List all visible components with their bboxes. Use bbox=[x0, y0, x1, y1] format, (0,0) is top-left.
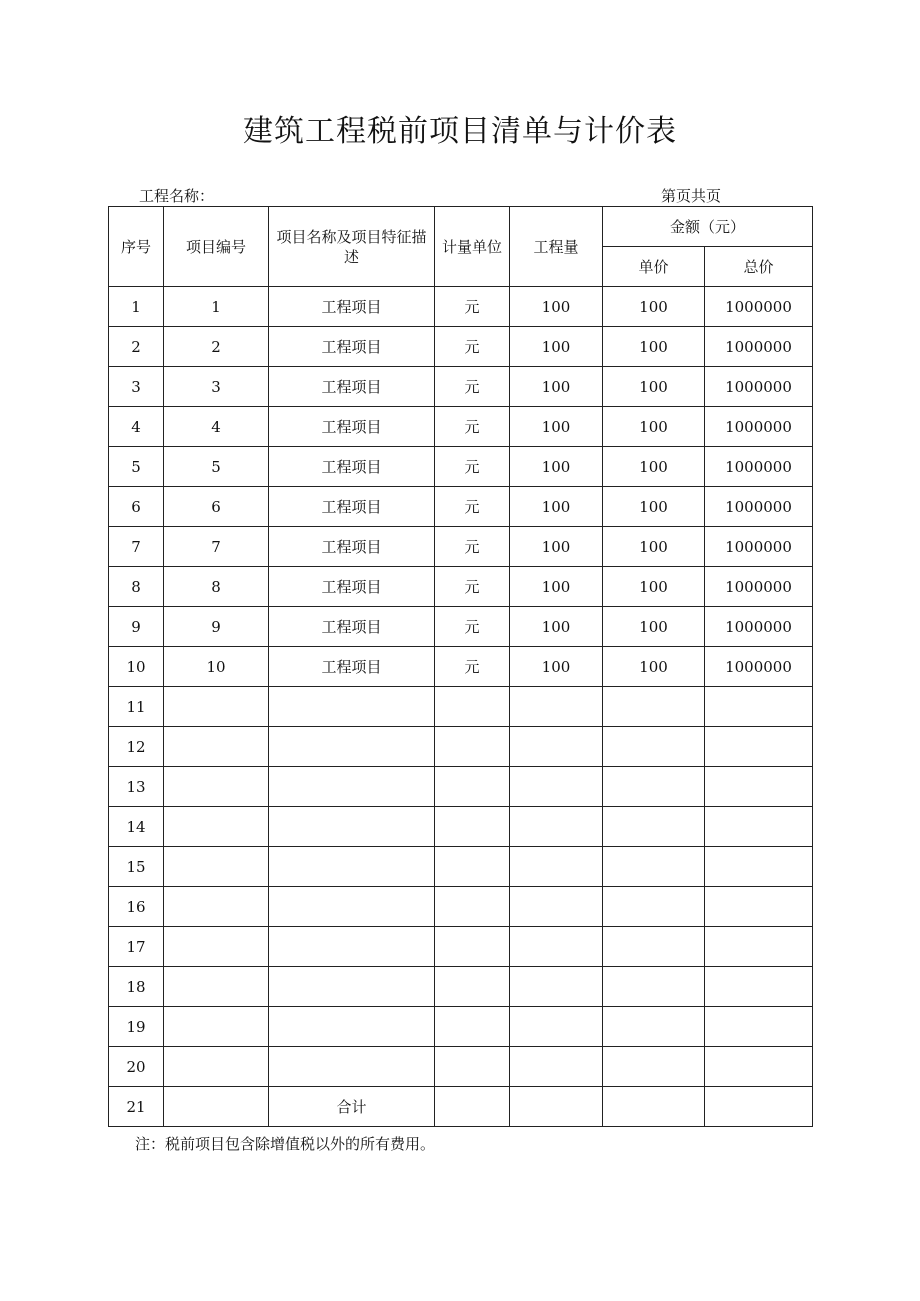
cell-unit-price bbox=[603, 1087, 705, 1127]
cell-seq: 1 bbox=[109, 287, 164, 327]
table-row bbox=[109, 447, 813, 487]
cell-seq: 5 bbox=[109, 447, 164, 487]
cell-qty bbox=[510, 687, 603, 727]
cell-unit: 元 bbox=[435, 447, 510, 487]
cell-unit-price: 100 bbox=[603, 647, 705, 687]
cell-code bbox=[164, 887, 269, 927]
cell-unit-price bbox=[603, 847, 705, 887]
cell-qty bbox=[510, 847, 603, 887]
cell-seq: 12 bbox=[109, 727, 164, 767]
cell-code bbox=[164, 767, 269, 807]
cell-unit-price bbox=[603, 927, 705, 967]
cell-qty bbox=[510, 807, 603, 847]
cell-qty: 100 bbox=[510, 327, 603, 367]
cell-code: 5 bbox=[164, 447, 269, 487]
cell-unit-price bbox=[603, 687, 705, 727]
cell-total-price bbox=[705, 1087, 813, 1127]
cell-unit bbox=[435, 727, 510, 767]
cell-unit: 元 bbox=[435, 607, 510, 647]
cell-desc: 工程项目 bbox=[269, 287, 435, 327]
header-unit: 计量单位 bbox=[435, 207, 510, 287]
cell-desc bbox=[269, 847, 435, 887]
cell-desc: 工程项目 bbox=[269, 327, 435, 367]
cell-desc: 工程项目 bbox=[269, 447, 435, 487]
cell-desc bbox=[269, 1047, 435, 1087]
cell-unit: 元 bbox=[435, 527, 510, 567]
cell-desc: 工程项目 bbox=[269, 407, 435, 447]
cell-seq: 4 bbox=[109, 407, 164, 447]
cell-unit-price bbox=[603, 767, 705, 807]
cell-seq: 20 bbox=[109, 1047, 164, 1087]
table-row bbox=[109, 727, 813, 767]
cell-unit-price: 100 bbox=[603, 287, 705, 327]
footnote: 注：税前项目包含除增值税以外的所有费用。 bbox=[135, 1135, 436, 1153]
cell-qty bbox=[510, 727, 603, 767]
cell-desc: 工程项目 bbox=[269, 647, 435, 687]
pricing-table bbox=[108, 206, 813, 1127]
cell-unit-price: 100 bbox=[603, 567, 705, 607]
cell-total-price bbox=[705, 807, 813, 847]
cell-desc bbox=[269, 727, 435, 767]
cell-seq: 18 bbox=[109, 967, 164, 1007]
table-row bbox=[109, 1087, 813, 1127]
table-row bbox=[109, 807, 813, 847]
cell-total-price bbox=[705, 887, 813, 927]
table-row bbox=[109, 767, 813, 807]
cell-total-price bbox=[705, 927, 813, 967]
cell-code: 10 bbox=[164, 647, 269, 687]
cell-unit bbox=[435, 807, 510, 847]
cell-qty: 100 bbox=[510, 447, 603, 487]
cell-seq: 15 bbox=[109, 847, 164, 887]
cell-code: 8 bbox=[164, 567, 269, 607]
cell-desc bbox=[269, 1007, 435, 1047]
cell-code: 7 bbox=[164, 527, 269, 567]
cell-qty bbox=[510, 767, 603, 807]
cell-code bbox=[164, 1087, 269, 1127]
cell-code bbox=[164, 727, 269, 767]
cell-total-price: 1000000 bbox=[705, 367, 813, 407]
table-row bbox=[109, 567, 813, 607]
cell-desc bbox=[269, 807, 435, 847]
cell-unit-price bbox=[603, 1047, 705, 1087]
cell-unit bbox=[435, 1047, 510, 1087]
cell-total-price bbox=[705, 687, 813, 727]
cell-qty: 100 bbox=[510, 567, 603, 607]
cell-unit: 元 bbox=[435, 367, 510, 407]
table-row bbox=[109, 607, 813, 647]
cell-code bbox=[164, 927, 269, 967]
cell-unit bbox=[435, 1007, 510, 1047]
cell-qty bbox=[510, 1047, 603, 1087]
cell-seq: 17 bbox=[109, 927, 164, 967]
cell-desc bbox=[269, 967, 435, 1007]
cell-seq: 8 bbox=[109, 567, 164, 607]
cell-total-price bbox=[705, 727, 813, 767]
cell-total-price: 1000000 bbox=[705, 567, 813, 607]
cell-unit-price bbox=[603, 807, 705, 847]
cell-qty: 100 bbox=[510, 607, 603, 647]
cell-total-price: 1000000 bbox=[705, 447, 813, 487]
cell-unit-price: 100 bbox=[603, 327, 705, 367]
table-body bbox=[109, 287, 813, 1127]
table-row bbox=[109, 407, 813, 447]
table-row bbox=[109, 367, 813, 407]
cell-unit-price bbox=[603, 967, 705, 1007]
table-row bbox=[109, 687, 813, 727]
cell-unit-price: 100 bbox=[603, 607, 705, 647]
cell-code: 3 bbox=[164, 367, 269, 407]
cell-code: 2 bbox=[164, 327, 269, 367]
cell-code bbox=[164, 1007, 269, 1047]
cell-seq: 11 bbox=[109, 687, 164, 727]
cell-unit bbox=[435, 967, 510, 1007]
cell-total-price bbox=[705, 967, 813, 1007]
cell-desc: 合计 bbox=[269, 1087, 435, 1127]
cell-code bbox=[164, 1047, 269, 1087]
cell-unit: 元 bbox=[435, 407, 510, 447]
table-row bbox=[109, 287, 813, 327]
cell-unit-price: 100 bbox=[603, 487, 705, 527]
header-qty: 工程量 bbox=[510, 207, 603, 287]
cell-qty: 100 bbox=[510, 527, 603, 567]
cell-unit bbox=[435, 767, 510, 807]
cell-unit-price: 100 bbox=[603, 447, 705, 487]
cell-desc bbox=[269, 927, 435, 967]
cell-desc bbox=[269, 687, 435, 727]
cell-unit-price bbox=[603, 887, 705, 927]
table-row bbox=[109, 927, 813, 967]
cell-qty: 100 bbox=[510, 367, 603, 407]
header-total-price: 总价 bbox=[705, 247, 813, 287]
table-row bbox=[109, 1007, 813, 1047]
cell-seq: 6 bbox=[109, 487, 164, 527]
cell-qty: 100 bbox=[510, 407, 603, 447]
cell-total-price: 1000000 bbox=[705, 407, 813, 447]
project-name-label: 工程名称： bbox=[139, 187, 215, 205]
cell-unit: 元 bbox=[435, 327, 510, 367]
cell-total-price: 1000000 bbox=[705, 647, 813, 687]
cell-code bbox=[164, 687, 269, 727]
table-row bbox=[109, 527, 813, 567]
cell-seq: 7 bbox=[109, 527, 164, 567]
header-amount: 金额（元） bbox=[603, 207, 813, 247]
header-seq: 序号 bbox=[109, 207, 164, 287]
cell-desc: 工程项目 bbox=[269, 527, 435, 567]
cell-unit bbox=[435, 887, 510, 927]
cell-total-price: 1000000 bbox=[705, 607, 813, 647]
table-row bbox=[109, 327, 813, 367]
cell-code: 4 bbox=[164, 407, 269, 447]
cell-total-price: 1000000 bbox=[705, 327, 813, 367]
table-row bbox=[109, 647, 813, 687]
table-row bbox=[109, 887, 813, 927]
table-row bbox=[109, 487, 813, 527]
cell-qty bbox=[510, 1007, 603, 1047]
cell-total-price: 1000000 bbox=[705, 527, 813, 567]
table-row bbox=[109, 967, 813, 1007]
header-desc-text: 项目名称及项目特征描述 bbox=[276, 227, 427, 266]
cell-unit-price: 100 bbox=[603, 407, 705, 447]
cell-qty bbox=[510, 967, 603, 1007]
header-unit-price: 单价 bbox=[603, 247, 705, 287]
cell-seq: 3 bbox=[109, 367, 164, 407]
cell-total-price: 1000000 bbox=[705, 287, 813, 327]
header-desc bbox=[269, 207, 435, 287]
cell-seq: 2 bbox=[109, 327, 164, 367]
cell-unit bbox=[435, 687, 510, 727]
cell-desc: 工程项目 bbox=[269, 607, 435, 647]
page-title: 建筑工程税前项目清单与计价表 bbox=[243, 114, 677, 149]
cell-code: 6 bbox=[164, 487, 269, 527]
cell-total-price: 1000000 bbox=[705, 487, 813, 527]
cell-total-price bbox=[705, 1007, 813, 1047]
cell-qty bbox=[510, 1087, 603, 1127]
cell-qty bbox=[510, 927, 603, 967]
cell-seq: 21 bbox=[109, 1087, 164, 1127]
cell-code: 1 bbox=[164, 287, 269, 327]
cell-total-price bbox=[705, 847, 813, 887]
cell-code bbox=[164, 967, 269, 1007]
cell-unit: 元 bbox=[435, 567, 510, 607]
cell-unit: 元 bbox=[435, 647, 510, 687]
cell-unit: 元 bbox=[435, 487, 510, 527]
cell-seq: 10 bbox=[109, 647, 164, 687]
cell-qty: 100 bbox=[510, 287, 603, 327]
cell-unit bbox=[435, 927, 510, 967]
page-info: 第页共页 bbox=[661, 187, 722, 205]
cell-unit-price: 100 bbox=[603, 367, 705, 407]
table-row bbox=[109, 1047, 813, 1087]
cell-seq: 9 bbox=[109, 607, 164, 647]
cell-unit-price: 100 bbox=[603, 527, 705, 567]
cell-desc bbox=[269, 887, 435, 927]
cell-unit bbox=[435, 1087, 510, 1127]
cell-qty: 100 bbox=[510, 487, 603, 527]
cell-total-price bbox=[705, 1047, 813, 1087]
table-header bbox=[109, 207, 813, 287]
cell-qty: 100 bbox=[510, 647, 603, 687]
cell-code bbox=[164, 807, 269, 847]
cell-qty bbox=[510, 887, 603, 927]
cell-unit-price bbox=[603, 1007, 705, 1047]
cell-desc: 工程项目 bbox=[269, 567, 435, 607]
cell-desc bbox=[269, 767, 435, 807]
cell-code: 9 bbox=[164, 607, 269, 647]
cell-total-price bbox=[705, 767, 813, 807]
cell-seq: 13 bbox=[109, 767, 164, 807]
cell-desc: 工程项目 bbox=[269, 367, 435, 407]
cell-seq: 19 bbox=[109, 1007, 164, 1047]
cell-seq: 14 bbox=[109, 807, 164, 847]
table-row bbox=[109, 847, 813, 887]
cell-seq: 16 bbox=[109, 887, 164, 927]
cell-unit bbox=[435, 847, 510, 887]
cell-unit: 元 bbox=[435, 287, 510, 327]
cell-code bbox=[164, 847, 269, 887]
cell-unit-price bbox=[603, 727, 705, 767]
cell-desc: 工程项目 bbox=[269, 487, 435, 527]
header-code: 项目编号 bbox=[164, 207, 269, 287]
